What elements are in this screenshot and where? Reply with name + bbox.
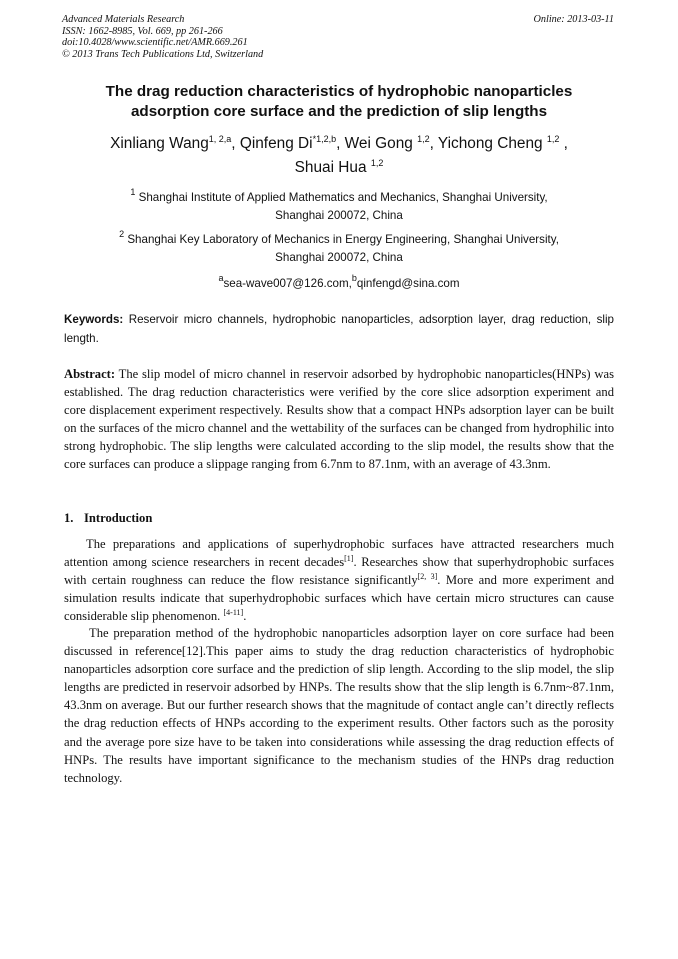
abstract-text: The slip model of micro channel in reservoir adsorbed by hydrophobic nanoparticles(HNPs) was established. The drag reduction characteristics were verified by the core slice adsorption experiment and core displacement experiment respectively. Results show that a compact HNPs adsorption layer can be built on the surfaces of the micro channel and the wettability of the surfaces can be changed from hydrophilic into strong hydrophobic. The slip lengths were calculated according to the slip model, the results show that the core surfaces can produce a slippage ranging from 6.7nm to 87.1nm, with an average of 43.3nm. [64, 367, 615, 472]
author-separator: , [429, 135, 438, 152]
author-list [40, 132, 638, 180]
author-affiliation-mark: 1,2 [370, 158, 384, 168]
citation[interactable]: [2, 3] [417, 572, 438, 582]
citation[interactable]: [4-11] [223, 608, 244, 618]
paragraph-text: . [243, 609, 247, 624]
section-title: Introduction [84, 511, 153, 525]
paragraph-text: . More and more experiment and simulation results indicate that superhydrophobic surfaces which have certain micro structures can cause considerable slip phenomenon. [64, 573, 614, 624]
issn-line: ISSN: 1662-8985, Vol. 669, pp 261-266 [62, 25, 223, 37]
author-name: Xinliang Wang [110, 135, 209, 152]
author-separator: , [336, 135, 345, 152]
email-a[interactable]: sea-wave007@126.com, [223, 277, 352, 290]
abstract [64, 365, 614, 474]
citation[interactable]: [1] [344, 554, 354, 564]
email-mark-a: a [218, 273, 224, 283]
online-date: Online: 2013-03-11 [533, 14, 614, 25]
section-heading-introduction [64, 511, 152, 526]
keywords [64, 311, 614, 348]
intro-paragraph-2 [64, 624, 614, 787]
author-separator: , [231, 135, 240, 152]
email-b[interactable]: qinfengd@sina.com [356, 277, 460, 290]
affiliation-line-1: Shanghai Institute of Applied Mathematics and Mechanics, Shanghai University, [138, 191, 548, 204]
author-name: Wei Gong [344, 135, 418, 152]
affiliation-line-2: Shanghai 200072, China [275, 209, 403, 222]
email-line [40, 275, 638, 293]
affiliation-mark: 1 [130, 187, 136, 197]
intro-paragraph-1 [64, 535, 614, 625]
author-affiliation-mark: 1,2 [546, 134, 560, 144]
doi-line: doi:10.4028/www.scientific.net/AMR.669.261 [62, 37, 248, 49]
journal-header [62, 14, 263, 60]
affiliation-line-2: Shanghai 200072, China [275, 251, 403, 264]
author-line-2 [40, 156, 638, 180]
email-mark-b: b [351, 273, 357, 283]
author-name: Shuai Hua [294, 159, 371, 176]
affiliation-1 [40, 189, 638, 225]
author-separator: , [559, 135, 568, 152]
title-line-1: The drag reduction characteristics of hydrophobic nanoparticles [105, 83, 573, 100]
author-name: Qinfeng Di [239, 135, 313, 152]
affiliation-mark: 2 [119, 229, 125, 239]
author-line-1 [40, 132, 638, 156]
keywords-text: Reservoir micro channels, hydrophobic nanoparticles, adsorption layer, drag reduction, slip length. [64, 313, 614, 345]
affiliation-2 [40, 231, 638, 267]
paper-title [40, 82, 638, 121]
paragraph-text: The preparation method of the hydrophobic nanoparticles adsorption layer on core surface had been discussed in reference[12].This paper aims to study the drag reduction characteristics of hydrophobic nanoparticles adsorption core surface and the prediction of slip length. According to the slip model, the slip lengths are predicted in reservoir adsorbed by HNPs. The results show that the slip length is 6.7nm~87.1nm, 43.3nm on average. But our further research shows that the magnitude of contact angle can’t directly reflects the drag reduction effects of HNPs according to the experiment results. Other factors such as the porosity and the average pore size have to be taken into considerations while assessing the drag reduction effects of HNPs. The results have important significance to the mechanism studies of the HNPs drag reduction technology. [64, 626, 614, 785]
paragraph-text: The preparations and applications of superhydrophobic surfaces have attracted researchers much attention among science researchers in recent decades [64, 537, 614, 570]
affiliation-line-1: Shanghai Key Laboratory of Mechanics in Energy Engineering, Shanghai University, [127, 233, 559, 246]
journal-name: Advanced Materials Research [62, 14, 185, 25]
keywords-label: Keywords: [64, 313, 124, 326]
section-number: 1. [64, 511, 74, 525]
author-affiliation-mark: 1, 2,a [208, 134, 232, 144]
abstract-label: Abstract: [64, 367, 116, 381]
title-line-2: adsorption core surface and the prediction of slip lengths [130, 102, 548, 120]
author-affiliation-mark: *1,2,b [312, 134, 337, 144]
author-name: Yichong Cheng [437, 135, 547, 152]
paragraph-text: . Researches show that superhydrophobic surfaces with certain roughness can reduce the flow resistance significantly [64, 555, 615, 588]
copyright-line: © 2013 Trans Tech Publications Ltd, Switzerland [62, 48, 264, 60]
author-affiliation-mark: 1,2 [417, 134, 430, 144]
